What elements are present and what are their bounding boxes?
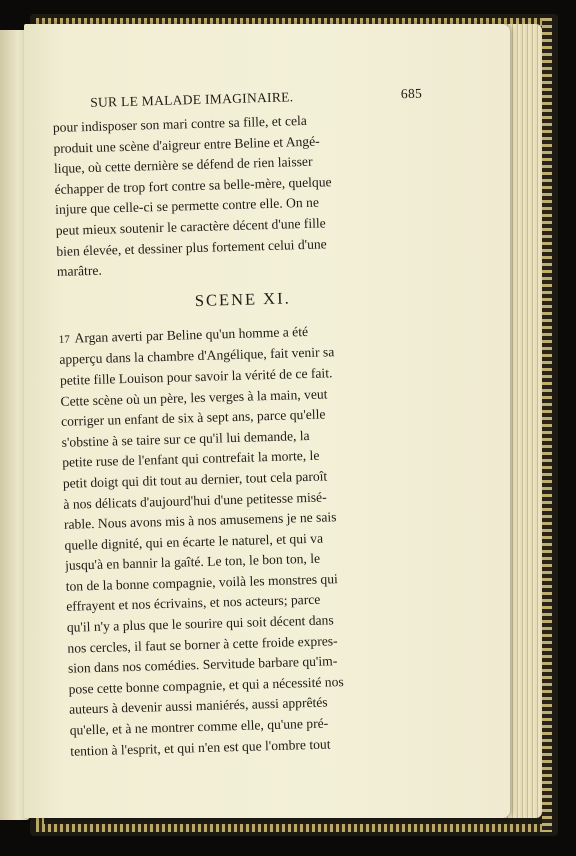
line-text: quelle dignité, qui en écarte le naturel, et qui va: [64, 530, 324, 553]
line-text: auteurs à devenir aussi maniérés, aussi apprêtés: [68, 694, 328, 718]
line-text: pour indisposer son mari contre sa fille, et cela: [52, 112, 308, 135]
line-text: tention à l'esprit, et qui n'en est que l'ombre tout: [70, 736, 331, 759]
book-page: [24, 24, 510, 818]
line-text: s'obstine à se taire sur ce qu'il lui demande, la: [61, 427, 310, 450]
line-text: jusqu'à en bannir la gaîté. Le ton, le bon ton, le: [64, 550, 321, 574]
line-text: injure que celle-ci se permette contre elle. On ne: [54, 194, 320, 218]
line-text: petite fille Louison pour savoir la vérité de ce fait.: [59, 365, 333, 388]
line-text: nos cercles, il faut se borner à cette froide expres-: [67, 632, 338, 656]
line-text: bien élevée, et dessiner plus fortement celui d'une: [56, 235, 327, 259]
line-text: Cette scène où un père, les verges à la main, veut: [60, 385, 328, 409]
line-text: ton de la bonne compagnie, voilà les monstres qui: [65, 571, 338, 594]
line-text: peut mieux soutenir le caractère décent d'une fille: [55, 215, 326, 238]
line-text: qu'il n'y a plus que le sourire qui soit décent dans: [66, 612, 334, 635]
line-text: lique, où cette dernière se défend de rien laisser: [53, 153, 313, 177]
scene-heading: SCENE XI.: [194, 288, 291, 310]
line-text: échapper de trop fort contre sa belle-mère, quelque: [54, 174, 332, 197]
text-block: [52, 86, 440, 762]
line-text: petite ruse de l'enfant qui contrefait la morte, le: [62, 447, 320, 471]
line-text: marâtre.: [56, 262, 103, 280]
line-text: Argan averti par Beline qu'un homme a été: [74, 323, 309, 346]
cover-decorative-border-right: [542, 18, 552, 832]
note-number: 17: [58, 333, 73, 346]
line-text: corriger un enfant de six à sept ans, parce qu'elle: [60, 406, 326, 429]
line-text: effrayent et nos écrivains, et nos acteurs; parce: [66, 592, 321, 615]
line-text: à nos délicats d'aujourd'hui d'une petitesse misé-: [63, 488, 327, 512]
line-text: qu'elle, et à ne montrer comme elle, qu'une pré-: [69, 715, 329, 738]
line-text: pose cette bonne compagnie, et qui a nécessité nos: [68, 673, 344, 697]
page-number: 685: [400, 85, 423, 102]
line-text: sion dans nos comédies. Servitude barbare qu'im-: [67, 653, 338, 677]
line-text: produit une scène d'aigreur entre Beline et Angé-: [53, 133, 320, 156]
line-text: apperçu dans la chambre d'Angélique, fait venir sa: [59, 344, 335, 368]
running-head: [52, 86, 422, 112]
running-head-title: SUR LE MALADE IMAGINAIRE.: [89, 89, 294, 110]
paragraph-1: [53, 108, 427, 283]
paragraph-2: [58, 318, 440, 762]
line-text: rable. Nous avons mis à nos amusemens je ne sais: [63, 509, 337, 532]
line-text: petit doigt qui dit tout au dernier, tout cela paroît: [62, 468, 328, 491]
